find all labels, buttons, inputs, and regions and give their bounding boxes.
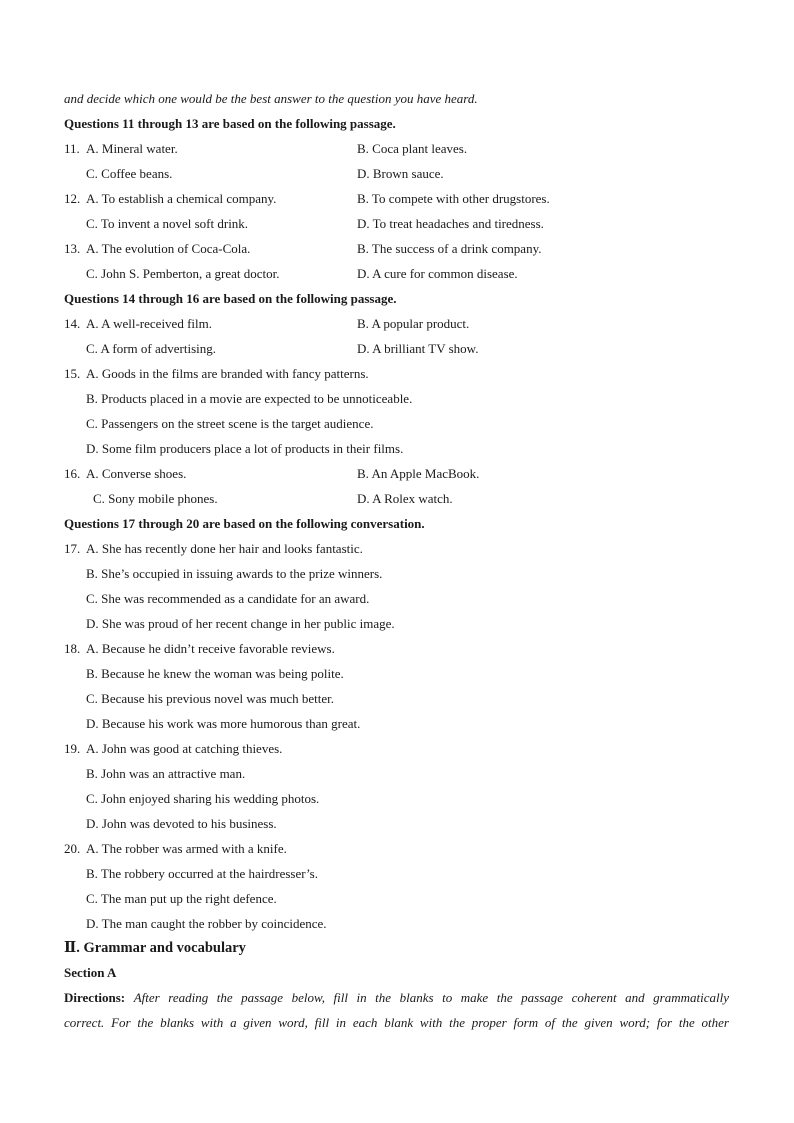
- q13-option-d: D. A cure for common disease.: [357, 266, 518, 281]
- question-14-number: 14.: [64, 316, 81, 331]
- question-19-number: 19.: [64, 741, 81, 756]
- q13-option-a: A. The evolution of Coca-Cola.: [86, 241, 251, 256]
- q14-option-b: B. A popular product.: [357, 316, 470, 331]
- q14-option-c: C. A form of advertising.: [86, 341, 216, 356]
- q14-option-a: A. A well-received film.: [86, 316, 212, 331]
- q19-option-d: D. John was devoted to his business.: [86, 816, 277, 831]
- directions-line-1: [64, 990, 729, 1006]
- questions-11-13-header: Questions 11 through 13 are based on the following passage.: [64, 116, 396, 131]
- q18-option-c: C. Because his previous novel was much better.: [86, 691, 335, 706]
- q17-option-c: C. She was recommended as a candidate for an award.: [86, 591, 370, 606]
- question-20-number: 20.: [64, 841, 81, 856]
- q15-option-a: A. Goods in the films are branded with fancy patterns.: [86, 366, 369, 381]
- q20-option-d: D. The man caught the robber by coincidence.: [86, 916, 327, 931]
- questions-17-20-header: Questions 17 through 20 are based on the following conversation.: [64, 516, 425, 531]
- q15-option-b: B. Products placed in a movie are expected to be unnoticeable.: [86, 391, 413, 406]
- section-2-title: Ⅱ. Grammar and vocabulary: [64, 940, 246, 956]
- q12-option-d: D. To treat headaches and tiredness.: [357, 216, 544, 231]
- q14-option-d: D. A brilliant TV show.: [357, 341, 479, 356]
- q12-option-a: A. To establish a chemical company.: [86, 191, 277, 206]
- intro-line: and decide which one would be the best answer to the question you have heard.: [64, 91, 478, 106]
- question-16-number: 16.: [64, 466, 81, 481]
- q19-option-a: A. John was good at catching thieves.: [86, 741, 283, 756]
- question-11-number: 11.: [64, 141, 80, 156]
- q18-option-d: D. Because his work was more humorous than great.: [86, 716, 361, 731]
- q19-option-c: C. John enjoyed sharing his wedding photos.: [86, 791, 320, 806]
- q13-option-c: C. John S. Pemberton, a great doctor.: [86, 266, 280, 281]
- question-17-number: 17.: [64, 541, 81, 556]
- question-15-number: 15.: [64, 366, 81, 381]
- q20-option-c: C. The man put up the right defence.: [86, 891, 277, 906]
- q11-option-b: B. Coca plant leaves.: [357, 141, 468, 156]
- directions-label: Directions:: [64, 990, 126, 1005]
- q20-option-a: A. The robber was armed with a knife.: [86, 841, 287, 856]
- question-18-number: 18.: [64, 641, 81, 656]
- q15-option-c: C. Passengers on the street scene is the target audience.: [86, 416, 374, 431]
- q12-option-c: C. To invent a novel soft drink.: [86, 216, 249, 231]
- q11-option-d: D. Brown sauce.: [357, 166, 444, 181]
- q16-option-a: A. Converse shoes.: [86, 466, 187, 481]
- directions-text-1: After reading the passage below, fill in the blanks to make the passage coherent and grammatically: [133, 990, 730, 1005]
- q20-option-b: B. The robbery occurred at the hairdresser’s.: [86, 866, 318, 881]
- questions-14-16-header: Questions 14 through 16 are based on the following passage.: [64, 291, 397, 306]
- q11-option-a: A. Mineral water.: [86, 141, 178, 156]
- q18-option-b: B. Because he knew the woman was being polite.: [86, 666, 344, 681]
- section-a-heading: Section A: [64, 965, 117, 980]
- directions-line-2: correct. For the blanks with a given word, fill in each blank with the proper form of the given word; for the other: [64, 1015, 729, 1030]
- q17-option-d: D. She was proud of her recent change in her public image.: [86, 616, 395, 631]
- q13-option-b: B. The success of a drink company.: [357, 241, 542, 256]
- q17-option-b: B. She’s occupied in issuing awards to the prize winners.: [86, 566, 383, 581]
- q16-option-c: C. Sony mobile phones.: [93, 491, 218, 506]
- q12-option-b: B. To compete with other drugstores.: [357, 191, 550, 206]
- q19-option-b: B. John was an attractive man.: [86, 766, 246, 781]
- question-12-number: 12.: [64, 191, 81, 206]
- question-13-number: 13.: [64, 241, 81, 256]
- q16-option-d: D. A Rolex watch.: [357, 491, 453, 506]
- q18-option-a: A. Because he didn’t receive favorable reviews.: [86, 641, 335, 656]
- q11-option-c: C. Coffee beans.: [86, 166, 173, 181]
- q16-option-b: B. An Apple MacBook.: [357, 466, 480, 481]
- q15-option-d: D. Some film producers place a lot of products in their films.: [86, 441, 404, 456]
- q17-option-a: A. She has recently done her hair and looks fantastic.: [86, 541, 363, 556]
